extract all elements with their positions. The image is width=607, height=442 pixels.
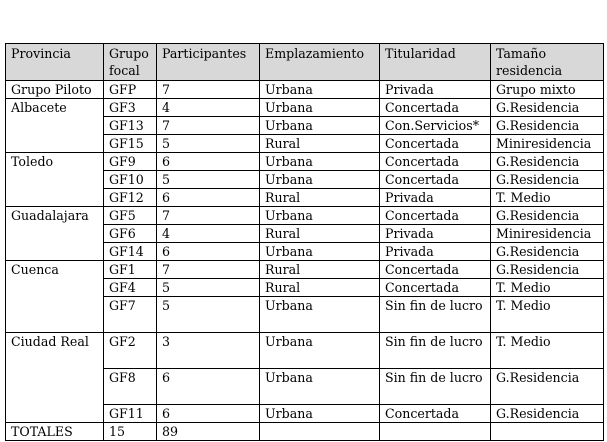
header-emplazamiento: Emplazamiento <box>260 44 380 81</box>
cell-titularidad: Privada <box>380 225 491 243</box>
table-row <box>6 171 604 189</box>
cell-provincia: Toledo <box>6 153 104 171</box>
focus-groups-table <box>5 43 604 441</box>
cell-emplazamiento: Rural <box>260 225 380 243</box>
cell-titularidad: Privada <box>380 243 491 261</box>
cell-participantes: 5 <box>157 297 260 333</box>
totals-empty-cell <box>491 423 604 441</box>
cell-provincia-empty <box>6 297 104 333</box>
cell-emplazamiento: Urbana <box>260 117 380 135</box>
cell-provincia-empty <box>6 171 104 189</box>
table-row <box>6 135 604 153</box>
table-row <box>6 117 604 135</box>
cell-grupo-focal: GF12 <box>104 189 157 207</box>
cell-provincia: Cuenca <box>6 261 104 279</box>
cell-titularidad: Concertada <box>380 153 491 171</box>
cell-provincia-empty <box>6 225 104 243</box>
cell-provincia: Guadalajara <box>6 207 104 225</box>
totals-grupos: 15 <box>104 423 157 441</box>
cell-participantes: 6 <box>157 243 260 261</box>
cell-participantes: 6 <box>157 405 260 423</box>
cell-participantes: 6 <box>157 189 260 207</box>
cell-participantes: 7 <box>157 117 260 135</box>
cell-titularidad: Sin fin de lucro <box>380 297 491 333</box>
cell-grupo-focal: GF9 <box>104 153 157 171</box>
cell-emplazamiento: Rural <box>260 189 380 207</box>
cell-participantes: 7 <box>157 81 260 99</box>
cell-grupo-focal: GF15 <box>104 135 157 153</box>
cell-tamano: Grupo mixto <box>491 81 604 99</box>
cell-titularidad: Con.Servicios* <box>380 117 491 135</box>
cell-emplazamiento: Urbana <box>260 405 380 423</box>
cell-grupo-focal: GF10 <box>104 171 157 189</box>
cell-tamano: G.Residencia <box>491 99 604 117</box>
cell-titularidad: Privada <box>380 81 491 99</box>
cell-tamano: G.Residencia <box>491 261 604 279</box>
table-row <box>6 333 604 369</box>
cell-tamano: T. Medio <box>491 189 604 207</box>
cell-emplazamiento: Rural <box>260 135 380 153</box>
cell-tamano: G.Residencia <box>491 405 604 423</box>
cell-provincia-empty <box>6 135 104 153</box>
cell-tamano: T. Medio <box>491 333 604 369</box>
cell-emplazamiento: Urbana <box>260 243 380 261</box>
header-participantes: Participantes <box>157 44 260 81</box>
cell-provincia-empty <box>6 405 104 423</box>
table-row <box>6 225 604 243</box>
totals-participantes: 89 <box>157 423 260 441</box>
cell-tamano: G.Residencia <box>491 369 604 405</box>
table-row <box>6 369 604 405</box>
cell-emplazamiento: Rural <box>260 279 380 297</box>
cell-tamano: G.Residencia <box>491 153 604 171</box>
cell-grupo-focal: GF6 <box>104 225 157 243</box>
cell-grupo-focal: GF11 <box>104 405 157 423</box>
cell-participantes: 5 <box>157 171 260 189</box>
cell-emplazamiento: Urbana <box>260 333 380 369</box>
table-row <box>6 153 604 171</box>
cell-participantes: 4 <box>157 225 260 243</box>
table-row <box>6 189 604 207</box>
cell-provincia-empty <box>6 117 104 135</box>
cell-grupo-focal: GF14 <box>104 243 157 261</box>
table-row <box>6 405 604 423</box>
cell-participantes: 4 <box>157 99 260 117</box>
cell-participantes: 5 <box>157 135 260 153</box>
cell-emplazamiento: Urbana <box>260 171 380 189</box>
header-provincia: Provincia <box>6 44 104 81</box>
cell-tamano: Miniresidencia <box>491 225 604 243</box>
cell-grupo-focal: GFP <box>104 81 157 99</box>
cell-grupo-focal: GF1 <box>104 261 157 279</box>
header-titularidad: Titularidad <box>380 44 491 81</box>
cell-tamano: G.Residencia <box>491 171 604 189</box>
cell-titularidad: Privada <box>380 189 491 207</box>
cell-grupo-focal: GF5 <box>104 207 157 225</box>
cell-participantes: 7 <box>157 207 260 225</box>
totals-label: TOTALES <box>6 423 104 441</box>
cell-provincia: Albacete <box>6 99 104 117</box>
header-grupo-focal: Grupo focal <box>104 44 157 81</box>
cell-provincia-empty <box>6 189 104 207</box>
cell-grupo-focal: GF13 <box>104 117 157 135</box>
cell-provincia: Grupo Piloto <box>6 81 104 99</box>
cell-grupo-focal: GF2 <box>104 333 157 369</box>
cell-provincia-empty <box>6 279 104 297</box>
cell-provincia: Ciudad Real <box>6 333 104 369</box>
cell-emplazamiento: Urbana <box>260 153 380 171</box>
table-header-row <box>6 44 604 81</box>
cell-participantes: 6 <box>157 153 260 171</box>
cell-emplazamiento: Rural <box>260 261 380 279</box>
cell-titularidad: Concertada <box>380 261 491 279</box>
totals-row <box>6 423 604 441</box>
cell-titularidad: Concertada <box>380 207 491 225</box>
cell-emplazamiento: Urbana <box>260 207 380 225</box>
cell-titularidad: Concertada <box>380 99 491 117</box>
cell-tamano: G.Residencia <box>491 117 604 135</box>
cell-participantes: 6 <box>157 369 260 405</box>
cell-grupo-focal: GF8 <box>104 369 157 405</box>
cell-participantes: 7 <box>157 261 260 279</box>
cell-tamano: G.Residencia <box>491 243 604 261</box>
cell-titularidad: Concertada <box>380 171 491 189</box>
table-row <box>6 243 604 261</box>
table-row <box>6 297 604 333</box>
cell-tamano: G.Residencia <box>491 207 604 225</box>
cell-emplazamiento: Urbana <box>260 297 380 333</box>
cell-titularidad: Concertada <box>380 405 491 423</box>
cell-provincia-empty <box>6 243 104 261</box>
table-row <box>6 207 604 225</box>
cell-tamano: T. Medio <box>491 279 604 297</box>
cell-tamano: T. Medio <box>491 297 604 333</box>
cell-grupo-focal: GF4 <box>104 279 157 297</box>
cell-titularidad: Sin fin de lucro <box>380 369 491 405</box>
cell-titularidad: Concertada <box>380 279 491 297</box>
cell-provincia-empty <box>6 369 104 405</box>
table-row <box>6 261 604 279</box>
table-row <box>6 99 604 117</box>
cell-participantes: 5 <box>157 279 260 297</box>
totals-empty-cell <box>260 423 380 441</box>
table-row <box>6 81 604 99</box>
header-tamano-residencia: Tamaño residencia <box>491 44 604 81</box>
cell-titularidad: Concertada <box>380 135 491 153</box>
totals-empty-cell <box>380 423 491 441</box>
cell-tamano: Miniresidencia <box>491 135 604 153</box>
cell-grupo-focal: GF3 <box>104 99 157 117</box>
cell-grupo-focal: GF7 <box>104 297 157 333</box>
cell-titularidad: Sin fin de lucro <box>380 333 491 369</box>
table-row <box>6 279 604 297</box>
cell-participantes: 3 <box>157 333 260 369</box>
cell-emplazamiento: Urbana <box>260 369 380 405</box>
cell-emplazamiento: Urbana <box>260 99 380 117</box>
cell-emplazamiento: Urbana <box>260 81 380 99</box>
